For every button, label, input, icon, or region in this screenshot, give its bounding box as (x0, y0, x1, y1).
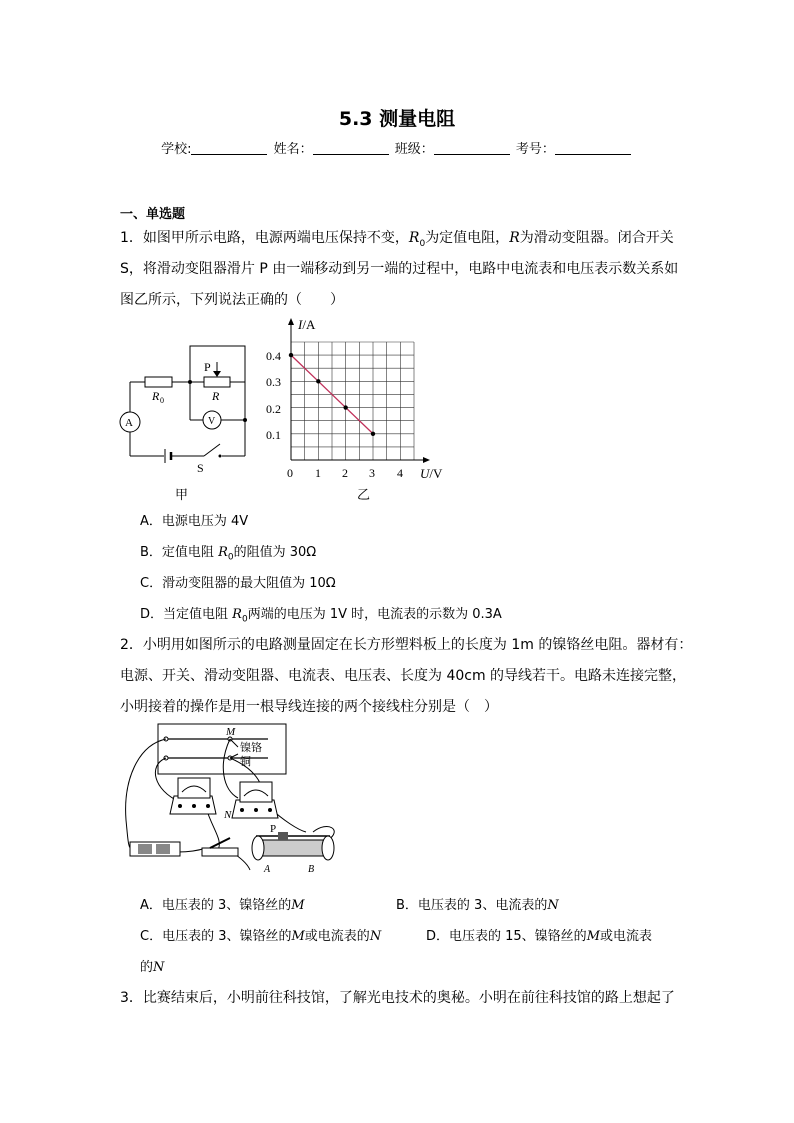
student-info-row (0, 138, 794, 157)
ammeter-label: A (125, 417, 133, 429)
iu-graph (262, 316, 452, 500)
graph-grid (291, 342, 414, 460)
voltmeter-label: V (208, 416, 216, 427)
terminal-m-label: M (226, 726, 236, 738)
terminal-b-label: B (308, 864, 315, 875)
section-heading: 一、单选题 (120, 207, 186, 222)
y-tick-0.2: 0.2 (266, 402, 281, 416)
svg-text:0: 0 (160, 396, 164, 405)
slider-label: P (204, 360, 211, 374)
page-title: 5.3 测量电阻 (338, 108, 456, 130)
switch-device (202, 838, 238, 856)
y-tick-0.4: 0.4 (266, 349, 281, 363)
y-tick-0.3: 0.3 (266, 375, 281, 389)
q1-option-a[interactable]: A．电源电压为 4V (140, 514, 249, 529)
copper-label: 铜 (240, 756, 251, 768)
slider-p-label: P (270, 823, 277, 835)
switch-label: S (197, 461, 204, 475)
terminal-n-label: N (224, 809, 232, 821)
q2-line-1: 2．小明用如图所示的电路测量固定在长方形塑料板上的长度为 1m 的镍铬丝电阻。器材有： (120, 637, 693, 653)
y-axis-label: I/A (298, 317, 316, 332)
x-axis-label: U/V (420, 466, 443, 481)
rheostat-r (204, 377, 230, 387)
class-label: 班级： (394, 142, 434, 157)
data-point (343, 405, 347, 409)
y-axis-arrow (288, 318, 294, 325)
battery-box (130, 842, 180, 856)
q2-option-b[interactable]: B．电压表的 3、电流表的N (396, 898, 559, 913)
q1-option-d[interactable]: D．当定值电阻 $R_0$两端的电压为 1V 时，电流表的示数为 0.3A (140, 607, 502, 625)
exam-number-label: 考号： (515, 142, 555, 157)
q1-line-3: 图乙所示，下列说法正确的（ ） (120, 292, 344, 308)
class-blank[interactable] (434, 141, 510, 155)
nichrome-label: 镍铬 (240, 742, 262, 754)
resistor-r0 (145, 377, 172, 387)
q2-option-d[interactable]: D．电压表的 15、镍铬丝的M或电流表 (426, 929, 653, 944)
exam-number-blank[interactable] (555, 141, 631, 155)
school-label: 学校: (161, 142, 192, 157)
x-axis-arrow (423, 457, 430, 463)
q2-option-a[interactable]: A．电压表的 3、镍铬丝的M (140, 898, 305, 913)
terminal-a-label: A (264, 864, 271, 875)
x-tick-1: 1 (315, 466, 321, 480)
q1-option-b[interactable]: B．定值电阻 $R_0$的阻值为 30Ω (140, 545, 317, 563)
ammeter-device (232, 782, 278, 818)
apparatus-figure (118, 720, 348, 880)
q1-option-c[interactable]: C．滑动变阻器的最大阻值为 10Ω (140, 576, 336, 591)
circuit-diagram (112, 340, 262, 502)
q3-line-1: 3．比赛结束后，小明前往科技馆，了解光电技术的奥秘。小明在前往科技馆的路上想起了 (120, 990, 675, 1006)
rheostat-device (252, 832, 334, 860)
school-blank[interactable] (191, 141, 267, 155)
x-tick-3: 3 (369, 466, 375, 480)
q2-option-d-continued[interactable]: 的N (140, 960, 165, 975)
plastic-board (158, 724, 286, 774)
x-tick-4: 4 (397, 466, 403, 480)
x-tick-0: 0 (287, 466, 293, 480)
y-tick-0.1: 0.1 (266, 428, 281, 442)
q1-line-2: S，将滑动变阻器滑片 P 由一端移动到另一端的过程中，电路中电流表和电压表示数关系如 (120, 261, 679, 277)
q2-line-3: 小明接着的操作是用一根导线连接的两个接线柱分别是（ ） (120, 699, 498, 715)
circuit-caption: 甲 (175, 488, 189, 503)
x-tick-2: 2 (342, 466, 348, 480)
graph-caption: 乙 (357, 488, 371, 503)
r-label: R (212, 389, 220, 403)
data-point (316, 379, 320, 383)
data-point (371, 432, 375, 436)
q2-option-c[interactable]: C．电压表的 3、镍铬丝的M或电流表的N (140, 929, 382, 944)
name-blank[interactable] (313, 141, 389, 155)
name-label: 姓名： (273, 142, 313, 157)
q1-line-1: 1．如图甲所示电路，电源两端电压保持不变，$R_0$为定值电阻，R为滑动变阻器。闭合开关 (120, 230, 674, 249)
q2-line-2: 电源、开关、滑动变阻器、电流表、电压表、长度为 40cm 的导线若干。电路未连接完整， (120, 668, 687, 684)
r0-label: R (152, 389, 160, 403)
data-point (289, 353, 293, 357)
voltmeter-device (170, 778, 216, 814)
